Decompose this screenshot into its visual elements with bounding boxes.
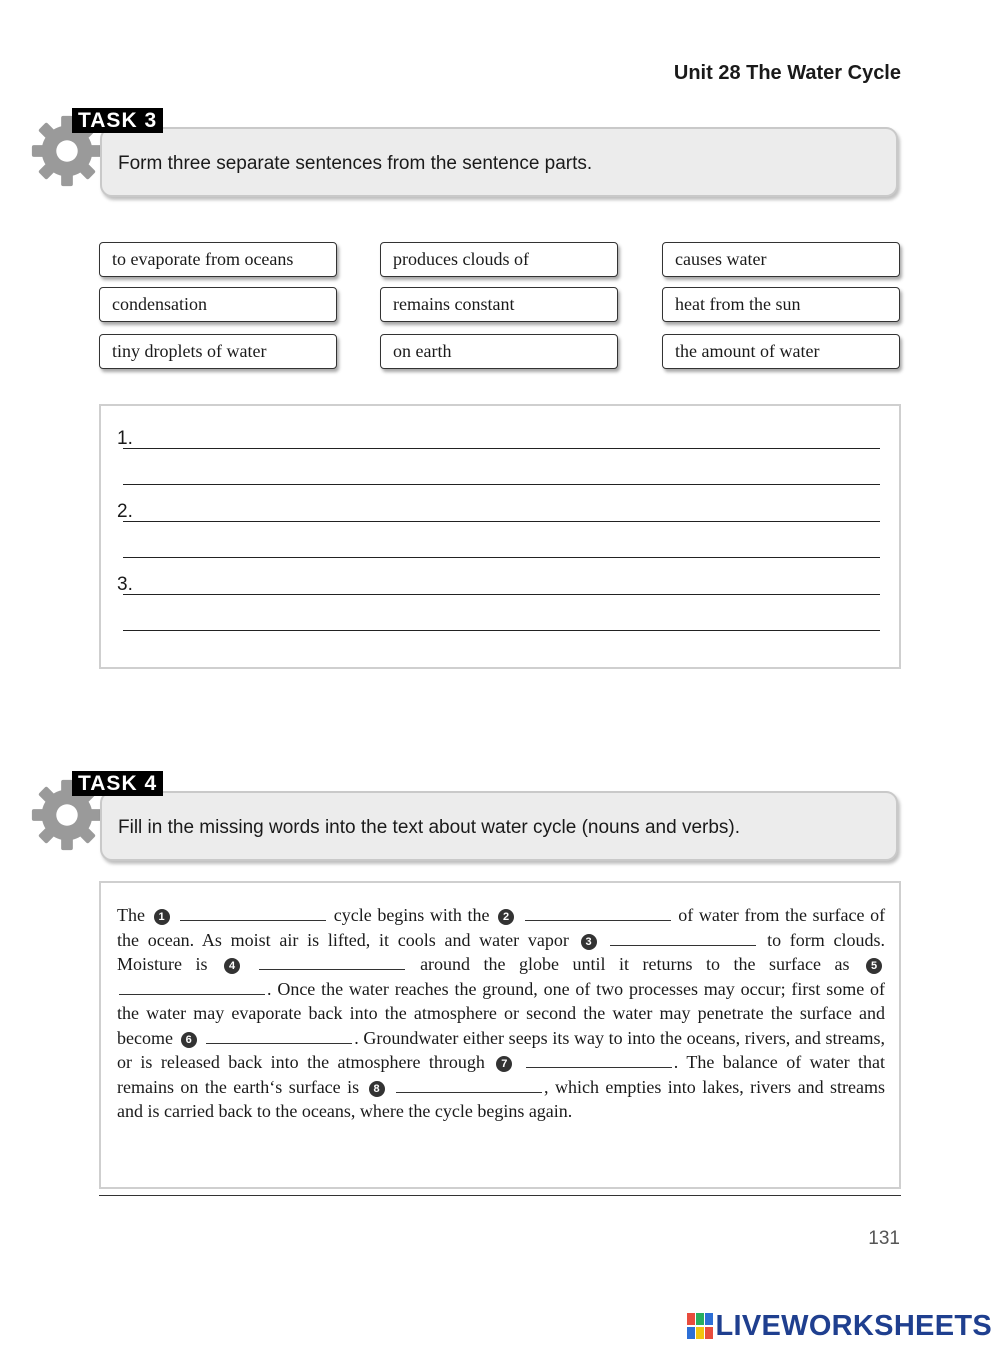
sentence-part-chip[interactable]: to evaporate from oceans [99, 242, 337, 277]
blank-4[interactable] [259, 955, 405, 970]
bottom-divider [99, 1195, 901, 1196]
blank-number-badge: 6 [181, 1032, 197, 1048]
task3-label: TASK 3 [72, 108, 163, 133]
blank-7[interactable] [526, 1053, 672, 1068]
blank-number-badge: 3 [581, 934, 597, 950]
answer-number: 3. [117, 574, 133, 595]
task4-label: TASK 4 [72, 771, 163, 796]
answer-line-1[interactable] [123, 448, 880, 449]
passage-text: around the globe until it returns to the surface as [420, 954, 850, 974]
passage-text: The [117, 905, 145, 925]
blank-6[interactable] [206, 1029, 352, 1044]
task4-instruction-box [100, 791, 898, 861]
sentence-part-chip[interactable]: the amount of water [662, 334, 900, 369]
answer-line-2b[interactable] [123, 557, 880, 558]
task3-instruction: Form three separate sentences from the sentence parts. [118, 153, 593, 174]
answer-number: 2. [117, 501, 133, 522]
unit-title: Unit 28 The Water Cycle [673, 62, 901, 84]
answer-line-1b[interactable] [123, 484, 880, 485]
liveworksheets-logo-icon [687, 1313, 713, 1339]
blank-number-badge: 7 [496, 1056, 512, 1072]
liveworksheets-brand [687, 1310, 993, 1342]
blank-number-badge: 8 [369, 1081, 385, 1097]
passage-text: of water from the surface of the ocean. As moist air is lifted, it cools and water vapor [117, 905, 886, 950]
answer-number: 1. [117, 428, 133, 449]
passage-text: cycle begins with the [333, 905, 490, 925]
blank-8[interactable] [396, 1078, 542, 1093]
sentence-part-chip[interactable]: on earth [380, 334, 618, 369]
passage-text: . Once the water reaches the ground, one of two processes may occur; first some of the water may evaporate back into the atmosphere or second the water may penetrate the surface and become [117, 978, 885, 1048]
task3-instruction-box [100, 127, 898, 197]
blank-3[interactable] [610, 931, 756, 946]
blank-number-badge: 2 [498, 909, 514, 925]
blank-2[interactable] [525, 906, 671, 921]
page-number: 131 [868, 1228, 900, 1249]
answer-line-3[interactable] [123, 594, 880, 595]
answer-line-3b[interactable] [123, 630, 880, 631]
blank-number-badge: 5 [866, 958, 882, 974]
blank-number-badge: 1 [154, 909, 170, 925]
passage-text: , which empties into lakes, rivers and streams and is carried back to the oceans, where the cycle begins again. [117, 1076, 886, 1121]
sentence-part-chip[interactable]: tiny droplets of water [99, 334, 337, 369]
sentence-part-chip[interactable]: remains constant [380, 287, 618, 322]
brand-name: LIVEWORKSHEETS [715, 1309, 992, 1342]
blank-1[interactable] [180, 906, 326, 921]
water-cycle-passage [117, 903, 885, 1124]
answer-line-2[interactable] [123, 521, 880, 522]
passage-text: . Groundwater either seeps its way to into the oceans, rivers, and streams, or is released back into the atmosphere through [117, 1027, 885, 1072]
blank-number-badge: 4 [224, 958, 240, 974]
sentence-part-chip[interactable]: produces clouds of [380, 242, 618, 277]
passage-text: . The balance of water that remains on the earth‘s surface is [117, 1052, 886, 1097]
passage-text: to form clouds. Moisture is [117, 929, 886, 974]
sentence-part-chip[interactable]: heat from the sun [662, 287, 900, 322]
sentence-part-chip[interactable]: condensation [99, 287, 337, 322]
sentence-part-chip[interactable]: causes water [662, 242, 900, 277]
task3-answer-box [99, 404, 901, 669]
task4-text-box [99, 881, 901, 1189]
blank-5[interactable] [119, 980, 265, 995]
task4-instruction: Fill in the missing words into the text about water cycle (nouns and verbs). [118, 817, 741, 838]
